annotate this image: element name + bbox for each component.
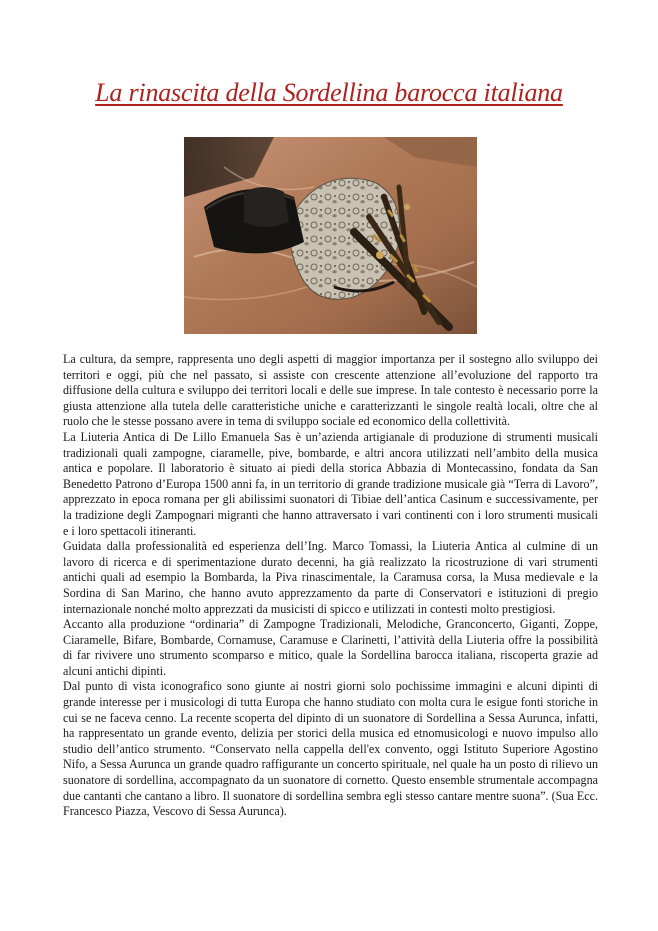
paragraph-4: Accanto alla produzione “ordinaria” di Zampogne Tradizionali, Melodiche, Granconcerto, Giganti, Zoppe, Ciaramelle, Bifare, Bombarde, Cornamuse, Caramuse e Clarinetti, l’attività della Liuteria offre la possibilità di far rivivere uno strumento scomparso e mitico, quale la Sordellina barocca italiana, riscoperta grazie ad alcuni antichi dipinti. — [63, 617, 598, 678]
bagpipe-photo — [184, 137, 477, 334]
bagpipe-illustration — [184, 137, 477, 334]
paragraph-5: Dal punto di vista iconografico sono giunte ai nostri giorni solo pochissime immagini e alcuni dipinti di grande interesse per i musicologi di tutta Europa che hanno studiato con molta cura le esigue fonti storiche in cui se ne faceva cenno. La recente scoperta del dipinto di un suonatore di Sordellina a Sessa Aurunca, infatti, ha rappresentato un grande evento, delizia per storici della musica ed etnomusicologi e nuovo impulso allo studio dell’antico strumento. “Conservato nella cappella dell'ex convento, oggi Istituto Superiore Agostino Nifo, a Sessa Aurunca un grande quadro raffigurante un concerto spirituale, nel quale ha un posto di rilievo un suonatore di sordellina, accompagnato da un suonatore di cornetto. Questo ensemble strumentale accompagna due cantanti che cantano a libro. Il suonatore di sordellina sembra egli stesso cantare mentre suona”. (Sua Ecc. Francesco Piazza, Vescovo di Sessa Aurunca). — [63, 679, 598, 819]
paragraph-1: La cultura, da sempre, rappresenta uno degli aspetti di maggior importanza per il sostegno allo sviluppo dei territori e oggi, più che nel passato, si assiste con crescente attenzione all’evoluzione del rapporto tra diffusione della cultura e sviluppo dei territori locali e delle sue imprese. In tale contesto è necessario porre la giusta attenzione alla tutela delle caratteristiche uniche e caratterizzanti le singole realtà locali, oltre che al ruolo che le stesse possano avere in tema di sviluppo sociale ed economico della collettività. — [63, 352, 598, 429]
paragraph-2: La Liuteria Antica di De Lillo Emanuela Sas è un’azienda artigianale di produzione di strumenti musicali tradizionali quali zampogne, ciaramelle, pive, bombarde, e altri ancora utilizzati nell’ambito della musica antica e popolare. Il laboratorio è situato ai piedi della storica Abbazia di Montecassino, fondata da San Benedetto Patrono d’Europa 1500 anni fa, in un territorio di grande tradizione musicale già “Terra di Lavoro”, apprezzato in epoca romana per gli abilissimi suonatori di Tibiae dell’antica Casinum e successivamente, per la tradizione degli Zampognari migranti che hanno attraversato i vari continenti con i loro strumenti musicali e i loro spettacoli itineranti. — [63, 429, 598, 538]
paragraph-3: Guidata dalla professionalità ed esperienza dell’Ing. Marco Tomassi, la Liuteria Antica al culmine di un lavoro di ricerca e di sperimentazione durato decenni, ha già realizzato la ricostruzione di vari strumenti antichi quali ad esempio la Bombarda, la Piva rinascimentale, la Caramusa corsa, la Musa medievale e la Sordina di San Marino, che hanno avuto apprezzamento da parte di Conservatori e istituzioni di pregio internazionale nonché molto apprezzati da musicisti di spicco e utilizzati in contesti molto prestigiosi. — [63, 539, 598, 616]
page-title: La rinascita della Sordellina barocca italiana — [95, 78, 563, 107]
article-body — [63, 352, 598, 820]
